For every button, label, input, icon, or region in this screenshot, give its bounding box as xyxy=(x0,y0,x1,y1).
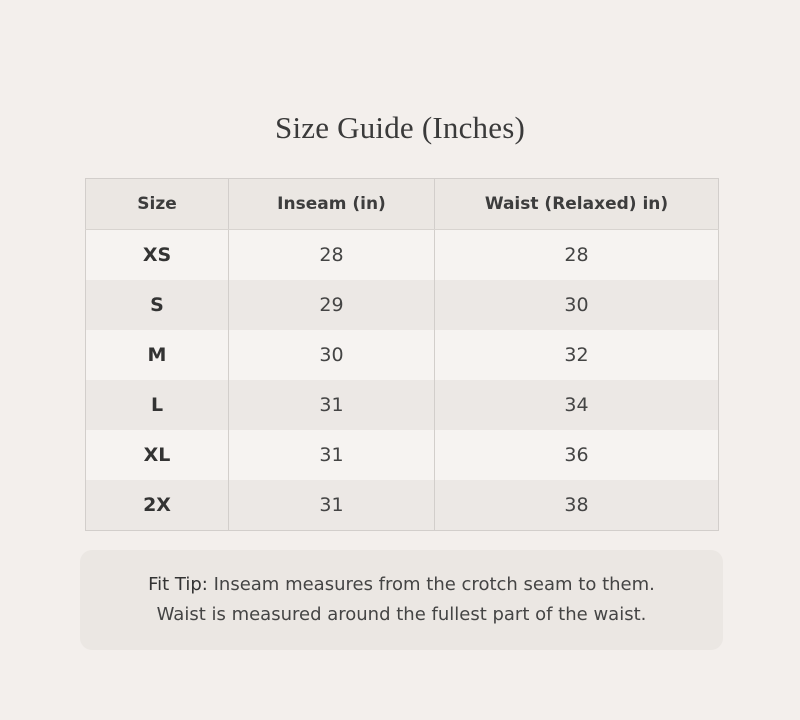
inseam-cell: 28 xyxy=(229,230,435,281)
fit-tip-line-1 xyxy=(80,570,723,600)
table-row xyxy=(86,280,719,330)
table-row xyxy=(86,380,719,430)
table-row xyxy=(86,230,719,281)
waist-cell: 30 xyxy=(435,280,719,330)
header-size: Size xyxy=(86,179,229,230)
inseam-cell: 31 xyxy=(229,380,435,430)
waist-cell: 34 xyxy=(435,380,719,430)
waist-cell: 38 xyxy=(435,480,719,531)
fit-tip-box xyxy=(80,550,723,650)
table-header-row xyxy=(86,179,719,230)
waist-cell: 32 xyxy=(435,330,719,380)
waist-cell: 36 xyxy=(435,430,719,480)
size-guide-table xyxy=(85,178,719,531)
size-cell: XS xyxy=(86,230,229,281)
table-row xyxy=(86,330,719,380)
fit-tip-label: Fit Tip: xyxy=(148,574,208,595)
inseam-cell: 31 xyxy=(229,430,435,480)
table-row xyxy=(86,480,719,531)
size-cell: 2X xyxy=(86,480,229,531)
size-cell: L xyxy=(86,380,229,430)
fit-tip-text-1: Inseam measures from the crotch seam to them. xyxy=(213,574,655,595)
inseam-cell: 31 xyxy=(229,480,435,531)
header-waist: Waist (Relaxed) in) xyxy=(435,179,719,230)
size-cell: M xyxy=(86,330,229,380)
header-inseam: Inseam (in) xyxy=(229,179,435,230)
inseam-cell: 30 xyxy=(229,330,435,380)
page-title: Size Guide (Inches) xyxy=(275,110,525,145)
fit-tip-line-2: Waist is measured around the fullest part of the waist. xyxy=(156,604,647,625)
inseam-cell: 29 xyxy=(229,280,435,330)
waist-cell: 28 xyxy=(435,230,719,281)
table-row xyxy=(86,430,719,480)
size-cell: XL xyxy=(86,430,229,480)
size-cell: S xyxy=(86,280,229,330)
